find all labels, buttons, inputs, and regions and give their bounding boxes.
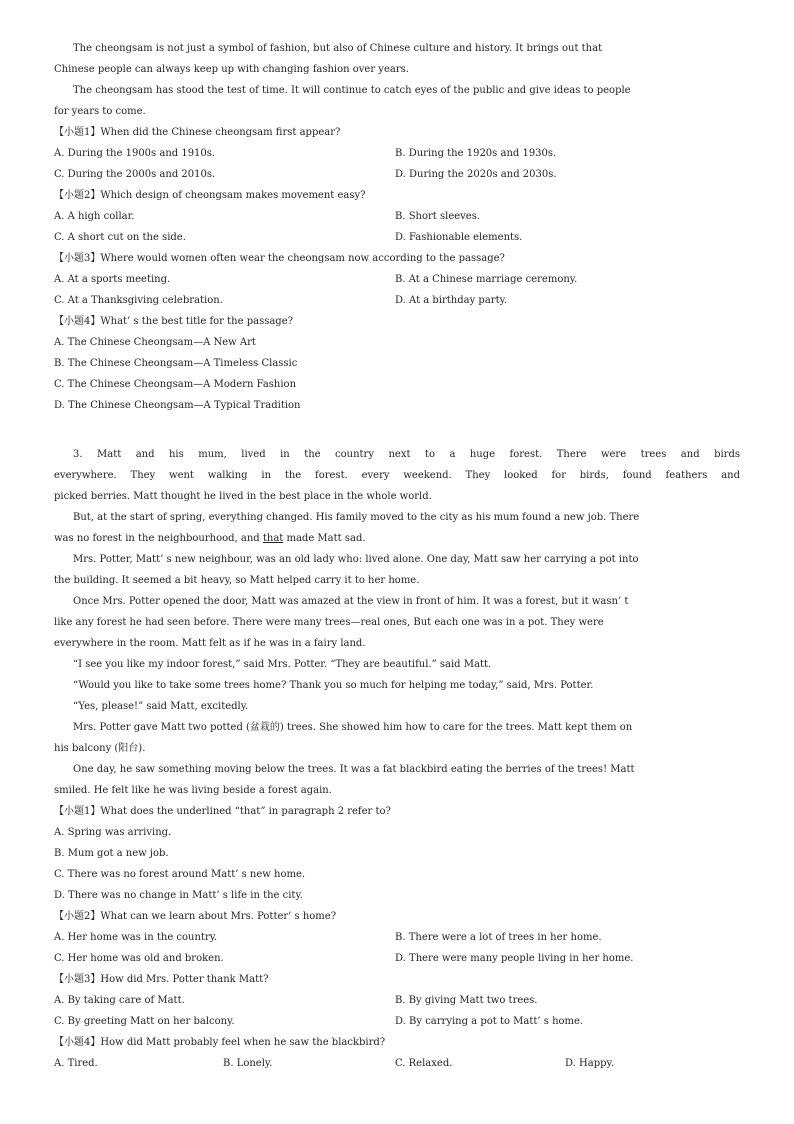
- option-a: A. During the 1900s and 1910s.: [54, 148, 216, 159]
- option-b: B. By giving Matt two trees.: [395, 995, 538, 1006]
- option-c: C. The Chinese Cheongsam—A Modern Fashion: [54, 379, 297, 390]
- passage3-paragraph-line: But, at the start of spring, everything changed. His family moved to the city as his mum found a new job. There: [73, 512, 640, 523]
- passage3-paragraph-line: “Would you like to take some trees home? Thank you so much for helping me today,” said, Mrs. Potter.: [73, 680, 594, 691]
- passage3-paragraph-line: everywhere in the room. Matt felt as if he was in a fairy land.: [54, 638, 366, 649]
- option-a: A. Her home was in the country.: [54, 932, 218, 943]
- option-c: C. At a Thanksgiving celebration.: [54, 295, 223, 306]
- option-b: B. Mum got a new job.: [54, 848, 169, 859]
- option-d: D. At a birthday party.: [395, 295, 508, 306]
- option-b: B. Short sleeves.: [395, 211, 481, 222]
- question-stem: 【小题1】What does the underlined “that” in paragraph 2 refer to?: [54, 806, 391, 817]
- question-stem: 【小题2】Which design of cheongsam makes movement easy?: [54, 190, 366, 201]
- question-stem: 【小题3】How did Mrs. Potter thank Matt?: [54, 974, 269, 985]
- option-a: A. Spring was arriving.: [54, 827, 172, 838]
- passage3-paragraph-line: picked berries. Matt thought he lived in the best place in the whole world.: [54, 491, 432, 502]
- option-a: A. Tired.: [54, 1058, 98, 1069]
- option-b: B. During the 1920s and 1930s.: [395, 148, 557, 159]
- question-stem: 【小题3】Where would women often wear the cheongsam now according to the passage?: [54, 253, 505, 264]
- option-c: C. There was no forest around Matt’ s new home.: [54, 869, 306, 880]
- passage3-paragraph-line: “I see you like my indoor forest,” said Mrs. Potter. “They are beautiful.” said Matt.: [73, 659, 492, 670]
- option-c: C. Her home was old and broken.: [54, 953, 224, 964]
- passage3-paragraph-line: smiled. He felt like he was living beside a forest again.: [54, 785, 332, 796]
- passage3-paragraph-line: the building. It seemed a bit heavy, so Matt helped carry it to her home.: [54, 575, 420, 586]
- option-a: A. At a sports meeting.: [54, 274, 171, 285]
- option-c: C. A short cut on the side.: [54, 232, 186, 243]
- passage3-paragraph-line: his balcony (阳台).: [54, 743, 146, 754]
- passage3-paragraph-line: everywhere. They went walking in the forest. every weekend. They looked for birds, found feathers and: [54, 470, 740, 481]
- option-d: D. There was no change in Matt’ s life in the city.: [54, 890, 303, 901]
- passage3-text: made Matt sad.: [283, 533, 366, 544]
- option-c: C. During the 2000s and 2010s.: [54, 169, 216, 180]
- passage2-paragraph-line: for years to come.: [54, 106, 146, 117]
- option-d: D. The Chinese Cheongsam—A Typical Tradition: [54, 400, 301, 411]
- passage3-paragraph-line: 3. Matt and his mum, lived in the country next to a huge forest. There were trees and birds: [73, 449, 740, 460]
- passage2-paragraph-line: The cheongsam has stood the test of time. It will continue to catch eyes of the public and give ideas to people: [73, 85, 631, 96]
- option-a: A. By taking care of Matt.: [54, 995, 185, 1006]
- option-b: B. The Chinese Cheongsam—A Timeless Classic: [54, 358, 298, 369]
- passage3-paragraph-line: Mrs. Potter, Matt’ s new neighbour, was an old lady who: lived alone. One day, Matt saw her carrying a pot into: [73, 554, 639, 565]
- passage3-text: was no forest in the neighbourhood, and: [54, 533, 263, 544]
- question-stem: 【小题4】How did Matt probably feel when he saw the blackbird?: [54, 1037, 386, 1048]
- option-a: A. The Chinese Cheongsam—A New Art: [54, 337, 256, 348]
- option-d: D. By carrying a pot to Matt’ s home.: [395, 1016, 584, 1027]
- option-c: C. By greeting Matt on her balcony.: [54, 1016, 235, 1027]
- option-d: D. Fashionable elements.: [395, 232, 523, 243]
- passage3-paragraph-line: like any forest he had seen before. There were many trees—real ones, But each one was in a pot. They were: [54, 617, 604, 628]
- question-stem: 【小题2】What can we learn about Mrs. Potter’ s home?: [54, 911, 337, 922]
- option-c: C. Relaxed.: [395, 1058, 453, 1069]
- passage2-paragraph-line: The cheongsam is not just a symbol of fashion, but also of Chinese culture and history. It brings out that: [73, 43, 603, 54]
- option-d: D. There were many people living in her home.: [395, 953, 634, 964]
- option-b: B. Lonely.: [223, 1058, 273, 1069]
- option-b: B. At a Chinese marriage ceremony.: [395, 274, 578, 285]
- passage3-paragraph-line: “Yes, please!” said Matt, excitedly.: [73, 701, 249, 712]
- passage3-paragraph-line: One day, he saw something moving below the trees. It was a fat blackbird eating the berries of the trees! Matt: [73, 764, 635, 775]
- passage3-paragraph-line: Mrs. Potter gave Matt two potted (盆栽的) trees. She showed him how to care for the trees. Matt kept them on: [73, 722, 633, 733]
- passage3-paragraph-line: [54, 532, 366, 546]
- underlined-word-that: that: [262, 533, 284, 544]
- question-stem: 【小题4】What’ s the best title for the passage?: [54, 316, 293, 327]
- passage3-paragraph-line: Once Mrs. Potter opened the door, Matt was amazed at the view in front of him. It was a forest, but it wasn’ t: [73, 596, 629, 607]
- passage2-paragraph-line: Chinese people can always keep up with changing fashion over years.: [54, 64, 409, 75]
- option-d: D. Happy.: [565, 1058, 615, 1069]
- question-stem: 【小题1】When did the Chinese cheongsam first appear?: [54, 127, 341, 138]
- option-b: B. There were a lot of trees in her home.: [395, 932, 602, 943]
- option-d: D. During the 2020s and 2030s.: [395, 169, 557, 180]
- option-a: A. A high collar.: [54, 211, 135, 222]
